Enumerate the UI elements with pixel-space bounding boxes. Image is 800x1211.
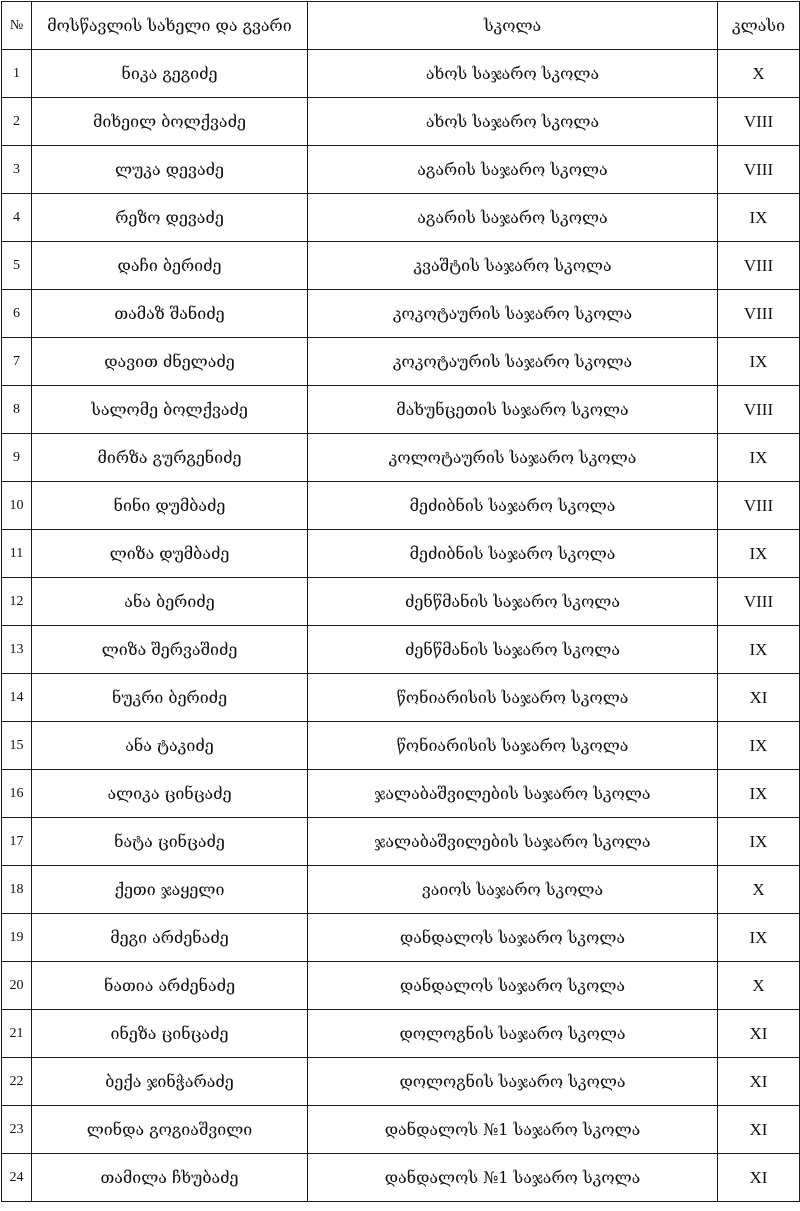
school-name: ძენწმანის საჯარო სკოლა (308, 626, 718, 674)
student-name: მირზა გურგენიძე (32, 434, 308, 482)
school-name: კოკოტაურის საჯარო სკოლა (308, 290, 718, 338)
row-number: 16 (2, 770, 32, 818)
school-name: დანდალოს საჯარო სკოლა (308, 914, 718, 962)
table-row (2, 722, 800, 770)
class-grade: XI (718, 1010, 800, 1058)
class-grade: XI (718, 1154, 800, 1202)
class-grade: IX (718, 434, 800, 482)
class-grade: VIII (718, 98, 800, 146)
table-row (2, 578, 800, 626)
row-number: 6 (2, 290, 32, 338)
row-number: 17 (2, 818, 32, 866)
table-row (2, 530, 800, 578)
class-grade: IX (718, 818, 800, 866)
table-row (2, 98, 800, 146)
school-name: წონიარისის საჯარო სკოლა (308, 674, 718, 722)
class-grade: VIII (718, 386, 800, 434)
row-number: 10 (2, 482, 32, 530)
school-name: მეძიბნის საჯარო სკოლა (308, 530, 718, 578)
school-name: კოლოტაურის საჯარო სკოლა (308, 434, 718, 482)
table-row (2, 242, 800, 290)
school-name: აგარის საჯარო სკოლა (308, 194, 718, 242)
student-name: ლუკა დევაძე (32, 146, 308, 194)
students-table (1, 1, 800, 1202)
school-name: ჯალაბაშვილების საჯარო სკოლა (308, 818, 718, 866)
row-number: 4 (2, 194, 32, 242)
student-name: ანა ტაკიძე (32, 722, 308, 770)
table-row (2, 50, 800, 98)
table-row (2, 338, 800, 386)
school-name: აგარის საჯარო სკოლა (308, 146, 718, 194)
table-row (2, 626, 800, 674)
table-body (2, 50, 800, 1202)
row-number: 21 (2, 1010, 32, 1058)
student-name: ანა ბერიძე (32, 578, 308, 626)
student-name: თამილა ჩხუბაძე (32, 1154, 308, 1202)
row-number: 5 (2, 242, 32, 290)
student-name: სალომე ბოლქვაძე (32, 386, 308, 434)
header-school: სკოლა (308, 2, 718, 50)
school-name: ძენწმანის საჯარო სკოლა (308, 578, 718, 626)
student-name: ლინდა გოგიაშვილი (32, 1106, 308, 1154)
header-row (2, 2, 800, 50)
student-name: ნინი დუმბაძე (32, 482, 308, 530)
student-name: ინეზა ცინცაძე (32, 1010, 308, 1058)
school-name: დანდალოს №1 საჯარო სკოლა (308, 1154, 718, 1202)
student-name: ალიკა ცინცაძე (32, 770, 308, 818)
class-grade: IX (718, 338, 800, 386)
class-grade: XI (718, 674, 800, 722)
row-number: 20 (2, 962, 32, 1010)
student-name: მიხეილ ბოლქვაძე (32, 98, 308, 146)
student-name: მეგი არძენაძე (32, 914, 308, 962)
school-name: კოკოტაურის საჯარო სკოლა (308, 338, 718, 386)
class-grade: VIII (718, 146, 800, 194)
school-name: ახოს საჯარო სკოლა (308, 50, 718, 98)
row-number: 8 (2, 386, 32, 434)
student-name: ქეთი ჯაყელი (32, 866, 308, 914)
table-row (2, 146, 800, 194)
school-name: მეძიბნის საჯარო სკოლა (308, 482, 718, 530)
row-number: 22 (2, 1058, 32, 1106)
table-row (2, 818, 800, 866)
class-grade: VIII (718, 290, 800, 338)
class-grade: IX (718, 194, 800, 242)
class-grade: IX (718, 626, 800, 674)
student-name: ნიკა გეგიძე (32, 50, 308, 98)
table-row (2, 434, 800, 482)
table-row (2, 914, 800, 962)
school-name: ახოს საჯარო სკოლა (308, 98, 718, 146)
row-number: 19 (2, 914, 32, 962)
table-row (2, 386, 800, 434)
table-row (2, 866, 800, 914)
row-number: 1 (2, 50, 32, 98)
student-name: ნათია არძენაძე (32, 962, 308, 1010)
row-number: 2 (2, 98, 32, 146)
row-number: 13 (2, 626, 32, 674)
header-student-name: მოსწავლის სახელი და გვარი (32, 2, 308, 50)
table-row (2, 1058, 800, 1106)
student-name: ნუკრი ბერიძე (32, 674, 308, 722)
document-sheet (0, 1, 800, 1211)
student-name: ნატა ცინცაძე (32, 818, 308, 866)
school-name: დოლოგნის საჯარო სკოლა (308, 1058, 718, 1106)
class-grade: X (718, 962, 800, 1010)
class-grade: VIII (718, 578, 800, 626)
table-row (2, 1106, 800, 1154)
table-row (2, 962, 800, 1010)
table-header (2, 2, 800, 50)
student-name: რეზო დევაძე (32, 194, 308, 242)
class-grade: IX (718, 530, 800, 578)
row-number: 24 (2, 1154, 32, 1202)
school-name: დანდალოს №1 საჯარო სკოლა (308, 1106, 718, 1154)
row-number: 12 (2, 578, 32, 626)
school-name: დანდალოს საჯარო სკოლა (308, 962, 718, 1010)
row-number: 3 (2, 146, 32, 194)
row-number: 15 (2, 722, 32, 770)
table-row (2, 482, 800, 530)
class-grade: VIII (718, 482, 800, 530)
school-name: მახუნცეთის საჯარო სკოლა (308, 386, 718, 434)
table-row (2, 290, 800, 338)
class-grade: IX (718, 770, 800, 818)
table-row (2, 194, 800, 242)
school-name: კვაშტის საჯარო სკოლა (308, 242, 718, 290)
table-row (2, 1154, 800, 1202)
class-grade: XI (718, 1058, 800, 1106)
header-number: № (2, 2, 32, 50)
student-name: თამაზ შანიძე (32, 290, 308, 338)
table-row (2, 674, 800, 722)
class-grade: IX (718, 722, 800, 770)
row-number: 7 (2, 338, 32, 386)
school-name: დოლოგნის საჯარო სკოლა (308, 1010, 718, 1058)
table-row (2, 1010, 800, 1058)
school-name: ვაიოს საჯარო სკოლა (308, 866, 718, 914)
header-class: კლასი (718, 2, 800, 50)
class-grade: XI (718, 1106, 800, 1154)
school-name: წონიარისის საჯარო სკოლა (308, 722, 718, 770)
class-grade: IX (718, 914, 800, 962)
table-row (2, 770, 800, 818)
school-name: ჯალაბაშვილების საჯარო სკოლა (308, 770, 718, 818)
student-name: დაჩი ბერიძე (32, 242, 308, 290)
row-number: 14 (2, 674, 32, 722)
class-grade: VIII (718, 242, 800, 290)
student-name: ბექა ჯინჭარაძე (32, 1058, 308, 1106)
student-name: ლიზა შერვაშიძე (32, 626, 308, 674)
class-grade: X (718, 50, 800, 98)
row-number: 18 (2, 866, 32, 914)
student-name: დავით ძნელაძე (32, 338, 308, 386)
class-grade: X (718, 866, 800, 914)
row-number: 11 (2, 530, 32, 578)
row-number: 23 (2, 1106, 32, 1154)
row-number: 9 (2, 434, 32, 482)
student-name: ლიზა დუმბაძე (32, 530, 308, 578)
